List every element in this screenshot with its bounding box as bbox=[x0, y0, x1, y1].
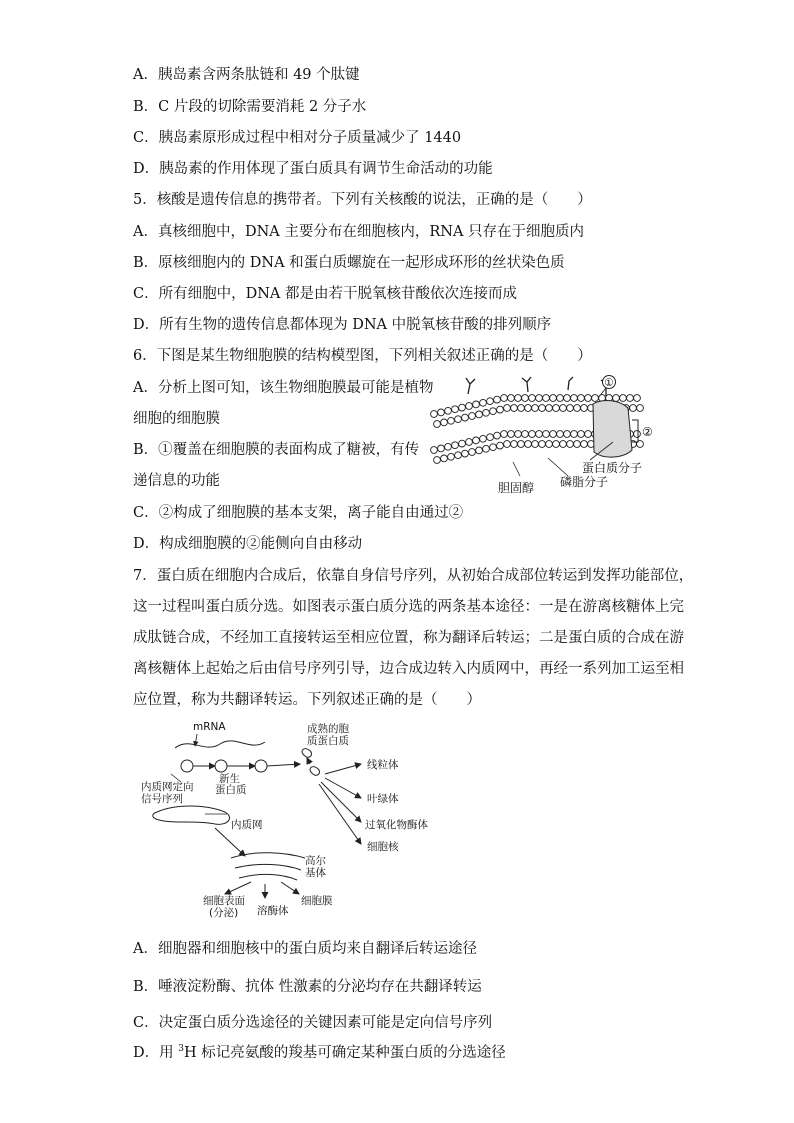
q4-option-a: A．胰岛素含两条肽链和 49 个肽键 bbox=[133, 67, 360, 83]
phospholipid-head bbox=[574, 441, 581, 448]
phospholipid-head bbox=[483, 409, 490, 416]
phospholipid-head bbox=[536, 395, 543, 402]
phospholipid-head bbox=[511, 441, 518, 448]
phospholipid-head bbox=[543, 395, 550, 402]
phospholipid-head bbox=[466, 403, 473, 410]
phospholipid-head bbox=[550, 395, 557, 402]
phospholipid-head bbox=[455, 416, 462, 423]
phospholipid-head bbox=[585, 395, 592, 402]
label-surface-2: (分泌) bbox=[209, 907, 239, 918]
phospholipid-head bbox=[518, 441, 525, 448]
phospholipid-head bbox=[557, 431, 564, 438]
q7-option-d-superscript: 3 bbox=[178, 1044, 184, 1055]
phospholipid-head bbox=[441, 419, 448, 426]
phospholipid-head bbox=[634, 431, 641, 438]
phospholipid-head bbox=[532, 405, 539, 412]
mrna-strand bbox=[175, 741, 265, 748]
label-protein: 蛋白质分子 bbox=[582, 461, 643, 475]
phospholipid-head bbox=[431, 447, 438, 454]
label-mitochondria: 线粒体 bbox=[367, 759, 399, 771]
phospholipid-head bbox=[483, 445, 490, 452]
q7-stem-line2: 这一过程叫蛋白质分选。如图表示蛋白质分选的两条基本途径：一是在游离核糖体上完 bbox=[133, 599, 684, 615]
phospholipid-head bbox=[518, 405, 525, 412]
q5-option-d: D．所有生物的遗传信息都体现为 DNA 中脱氧核苷酸的排列顺序 bbox=[133, 317, 552, 333]
er-shape bbox=[153, 806, 230, 824]
phospholipid-head bbox=[469, 449, 476, 456]
q7-stem-line5: 应位置，称为共翻译转运。下列叙述正确的是（ ） bbox=[133, 692, 481, 708]
phospholipid-head bbox=[553, 405, 560, 412]
phospholipid-head bbox=[571, 395, 578, 402]
q7-option-b: B．唾液淀粉酶、抗体 性激素的分泌均存在共翻译转运 bbox=[133, 979, 482, 995]
ribosome bbox=[255, 760, 267, 772]
label-mature-1: 成熟的胞 bbox=[307, 723, 349, 735]
phospholipid-head bbox=[543, 431, 550, 438]
q7-option-c: C．决定蛋白质分选途径的关键因素可能是定向信号序列 bbox=[133, 1015, 493, 1031]
label-lysosome: 溶酶体 bbox=[257, 905, 289, 917]
phospholipid-head bbox=[466, 439, 473, 446]
label-er: 内质网 bbox=[231, 819, 263, 831]
phospholipid-head bbox=[532, 441, 539, 448]
phospholipid-head bbox=[529, 395, 536, 402]
phospholipid-head bbox=[462, 414, 469, 421]
q6-option-d: D．构成细胞膜的②能侧向自由移动 bbox=[133, 536, 363, 552]
phospholipid-head bbox=[539, 441, 546, 448]
phospholipid-head bbox=[560, 405, 567, 412]
phospholipid-head bbox=[564, 431, 571, 438]
q4-option-d: D．胰岛素的作用体现了蛋白质具有调节生命活动的功能 bbox=[133, 161, 493, 177]
phospholipid-head bbox=[564, 395, 571, 402]
label-mature-2: 质蛋白质 bbox=[307, 735, 349, 747]
q6-option-c: C．②构成了细胞膜的基本支架，离子能自由通过② bbox=[133, 505, 464, 521]
q6-stem: 6．下图是某生物细胞膜的结构模型图，下列相关叙述正确的是（ ） bbox=[133, 348, 592, 364]
phospholipid-head bbox=[459, 440, 466, 447]
phospholipid-head bbox=[501, 395, 508, 402]
label-chloroplast: 叶绿体 bbox=[367, 793, 399, 805]
phospholipid-head bbox=[627, 395, 634, 402]
phospholipid-head bbox=[480, 399, 487, 406]
glycan-chain bbox=[568, 377, 573, 390]
label-2: ② bbox=[642, 425, 653, 439]
phospholipid-head bbox=[473, 401, 480, 408]
label-phospholipid: 磷脂分子 bbox=[560, 475, 609, 489]
phospholipid-head bbox=[525, 405, 532, 412]
phospholipid-head bbox=[630, 405, 637, 412]
phospholipid-head bbox=[438, 409, 445, 416]
label-golgi-2: 基体 bbox=[305, 867, 326, 879]
phospholipid-head bbox=[469, 413, 476, 420]
protein-molecule-shape bbox=[593, 401, 632, 458]
phospholipid-head bbox=[441, 455, 448, 462]
phospholipid-head bbox=[581, 441, 588, 448]
label-peroxisome: 过氧化物酶体 bbox=[365, 819, 428, 831]
label-signal-2: 信号序列 bbox=[141, 793, 183, 805]
protein-sorting-figure bbox=[135, 718, 465, 918]
q5-option-c: C．所有细胞中，DNA 都是由若干脱氧核苷酸依次连接而成 bbox=[133, 286, 517, 302]
q7-option-d-suffix: H 标记亮氨酸的羧基可确定某种蛋白质的分选途径 bbox=[183, 1045, 506, 1061]
phospholipid-head bbox=[515, 431, 522, 438]
phospholipid-head bbox=[581, 405, 588, 412]
phospholipid-head bbox=[522, 431, 529, 438]
phospholipid-head bbox=[494, 396, 501, 403]
phospholipid-head bbox=[487, 434, 494, 441]
phospholipid-head bbox=[476, 411, 483, 418]
phospholipid-head bbox=[539, 405, 546, 412]
phospholipid-head bbox=[480, 435, 487, 442]
phospholipid-head bbox=[473, 437, 480, 444]
phospholipid-head bbox=[476, 447, 483, 454]
phospholipid-head bbox=[438, 445, 445, 452]
phospholipid-head bbox=[434, 457, 441, 464]
phospholipid-head bbox=[637, 405, 644, 412]
phospholipid-head bbox=[511, 405, 518, 412]
q5-option-b: B．原核细胞内的 DNA 和蛋白质螺旋在一起形成环形的丝状染色质 bbox=[133, 255, 565, 271]
phospholipid-head bbox=[529, 431, 536, 438]
phospholipid-head bbox=[557, 395, 564, 402]
phospholipid-head bbox=[578, 431, 585, 438]
label-new-protein-1: 新生 bbox=[219, 773, 240, 785]
q5-stem: 5．核酸是遗传信息的携带者。下列有关核酸的说法，正确的是（ ） bbox=[133, 192, 592, 208]
label-cell-membrane: 细胞膜 bbox=[301, 895, 333, 907]
phospholipid-head bbox=[592, 395, 599, 402]
phospholipid-head bbox=[574, 405, 581, 412]
label-nucleus: 细胞核 bbox=[367, 841, 399, 853]
label-surface-1: 细胞表面 bbox=[203, 895, 245, 907]
q7-option-d-prefix: D．用 bbox=[133, 1045, 179, 1061]
phospholipid-head bbox=[431, 411, 438, 418]
phospholipid-head bbox=[525, 441, 532, 448]
phospholipid-head bbox=[490, 444, 497, 451]
label-new-protein-2: 蛋白质 bbox=[215, 784, 247, 796]
q7-option-d bbox=[133, 1043, 506, 1063]
phospholipid-head bbox=[550, 431, 557, 438]
q7-stem-line4: 离核糖体上起始之后由信号序列引导，边合成边转入内质网中，再经一系列加工运至相 bbox=[133, 661, 684, 677]
phospholipid-head bbox=[452, 406, 459, 413]
phospholipid-head bbox=[452, 442, 459, 449]
phospholipid-head bbox=[536, 431, 543, 438]
phospholipid-head bbox=[553, 441, 560, 448]
phospholipid-head bbox=[571, 431, 578, 438]
phospholipid-head bbox=[567, 405, 574, 412]
glycan-chain bbox=[522, 377, 531, 392]
phospholipid-head bbox=[504, 405, 511, 412]
q7-stem-line3: 成肽链合成，不经加工直接转运至相应位置，称为翻译后转运；二是蛋白质的合成在游 bbox=[133, 630, 684, 646]
label-signal-1: 内质网定向 bbox=[141, 781, 194, 793]
phospholipid-head bbox=[487, 398, 494, 405]
phospholipid-head bbox=[445, 407, 452, 414]
phospholipid-head bbox=[448, 417, 455, 424]
phospholipid-head bbox=[455, 452, 462, 459]
phospholipid-head bbox=[497, 406, 504, 413]
phospholipid-head bbox=[546, 441, 553, 448]
ribosome bbox=[181, 760, 193, 772]
q6-option-a-line2: 细胞的细胞膜 bbox=[133, 411, 220, 427]
phospholipid-head bbox=[546, 405, 553, 412]
phospholipid-head bbox=[490, 408, 497, 415]
phospholipid-head bbox=[494, 432, 501, 439]
phospholipid-head bbox=[508, 431, 515, 438]
phospholipid-head bbox=[634, 395, 641, 402]
q4-option-b: B．C 片段的切除需要消耗 2 分子水 bbox=[133, 99, 367, 115]
phospholipid-head bbox=[501, 431, 508, 438]
phospholipid-head bbox=[585, 431, 592, 438]
phospholipid-head bbox=[578, 395, 585, 402]
phospholipid-head bbox=[459, 404, 466, 411]
phospholipid-head bbox=[560, 441, 567, 448]
phospholipid-head bbox=[497, 442, 504, 449]
label-cholesterol: 胆固醇 bbox=[498, 481, 535, 495]
phospholipid-head bbox=[434, 421, 441, 428]
q6-option-b-line2: 递信息的功能 bbox=[133, 473, 220, 489]
phospholipid-head bbox=[567, 441, 574, 448]
phospholipid-head bbox=[508, 395, 515, 402]
label-golgi-1: 高尔 bbox=[305, 855, 326, 867]
phospholipid-head bbox=[522, 395, 529, 402]
label-1: ① bbox=[604, 377, 614, 389]
q4-option-c: C．胰岛素原形成过程中相对分子质量减少了 1440 bbox=[133, 130, 462, 146]
q6-option-a-line1: A．分析上图可知，该生物细胞膜最可能是植物 bbox=[133, 380, 434, 396]
q7-stem-line1: 7．蛋白质在细胞内合成后，依靠自身信号序列，从初始合成部位转运到发挥功能部位， bbox=[133, 568, 694, 584]
phospholipid-head bbox=[462, 450, 469, 457]
label-mrna: mRNA bbox=[193, 721, 226, 733]
q6-option-b-line1: B．①覆盖在细胞膜的表面构成了糖被，有传 bbox=[133, 442, 420, 458]
phospholipid-head bbox=[448, 453, 455, 460]
q7-option-a: A．细胞器和细胞核中的蛋白质均来自翻译后转运途径 bbox=[133, 941, 477, 957]
phospholipid-head bbox=[504, 441, 511, 448]
ribosome bbox=[215, 760, 227, 772]
phospholipid-head bbox=[613, 395, 620, 402]
q5-option-a: A．真核细胞中，DNA 主要分布在细胞核内，RNA 只存在于细胞质内 bbox=[133, 224, 585, 240]
cell-membrane-figure bbox=[428, 372, 678, 497]
phospholipid-head bbox=[515, 395, 522, 402]
glycan-chain bbox=[466, 378, 475, 394]
phospholipid-head bbox=[620, 395, 627, 402]
phospholipid-head bbox=[445, 443, 452, 450]
